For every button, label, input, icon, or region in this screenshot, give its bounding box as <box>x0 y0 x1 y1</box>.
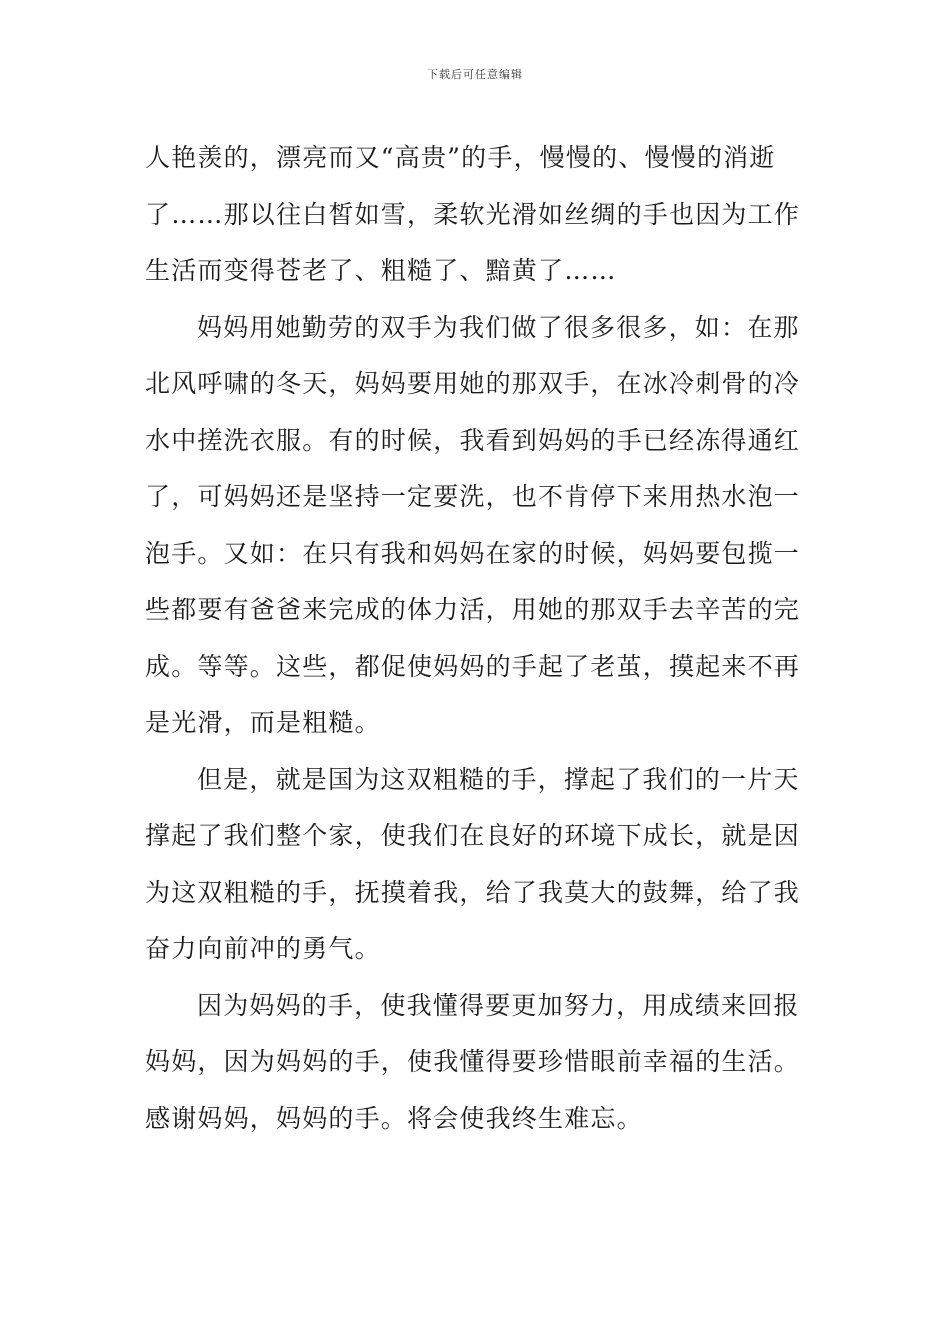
text-line: 成。等等。这些，都促使妈妈的手起了老茧，摸起来不再 <box>145 651 801 681</box>
paragraph-first-line: 但是，就是国为这双粗糙的手，撑起了我们的一片天 <box>197 764 800 794</box>
text-line: 些都要有爸爸来完成的体力活，用她的那双手去辛苦的完 <box>145 595 801 624</box>
text-line: 妈妈，因为妈妈的手，使我懂得要珍惜眼前幸福的生活。 <box>145 1047 801 1076</box>
text-line: 奋力向前冲的勇气。 <box>145 934 381 963</box>
body-text <box>145 130 807 1147</box>
page-header: 下载后可任意编辑 <box>427 68 523 81</box>
text-line: 是光滑，而是粗糙。 <box>145 708 381 737</box>
text-line: 北风呼啸的冬天，妈妈要用她的那双手，在冰冷刺骨的冷 <box>145 369 801 398</box>
text-line: 了……那以往白皙如雪，柔软光滑如丝绸的手也因为工作 <box>145 199 801 229</box>
text-line: 人艳羡的，漂亮而又“高贵”的手，慢慢的、慢慢的消逝 <box>145 143 776 172</box>
text-line: 感谢妈妈，妈妈的手。将会使我终生难忘。 <box>145 1103 643 1133</box>
text-line: 了，可妈妈还是坚持一定要洗，也不肯停下来用热水泡一 <box>145 482 801 511</box>
text-line: 撑起了我们整个家，使我们在良好的环境下成长，就是因 <box>145 821 801 850</box>
text-line: 泡手。又如：在只有我和妈妈在家的时候，妈妈要包揽一 <box>145 538 801 568</box>
text-line: 水中搓洗衣服。有的时候，我看到妈妈的手已经冻得通红 <box>145 425 801 455</box>
paragraph-first-line: 因为妈妈的手，使我懂得要更加努力，用成绩来回报 <box>197 990 800 1020</box>
text-line: 生活而变得苍老了、粗糙了、黯黄了…… <box>145 256 617 285</box>
paragraph-first-line: 妈妈用她勤劳的双手为我们做了很多很多，如：在那 <box>197 312 800 342</box>
text-line: 为这双粗糙的手，抚摸着我，给了我莫大的鼓舞，给了我 <box>145 877 801 907</box>
